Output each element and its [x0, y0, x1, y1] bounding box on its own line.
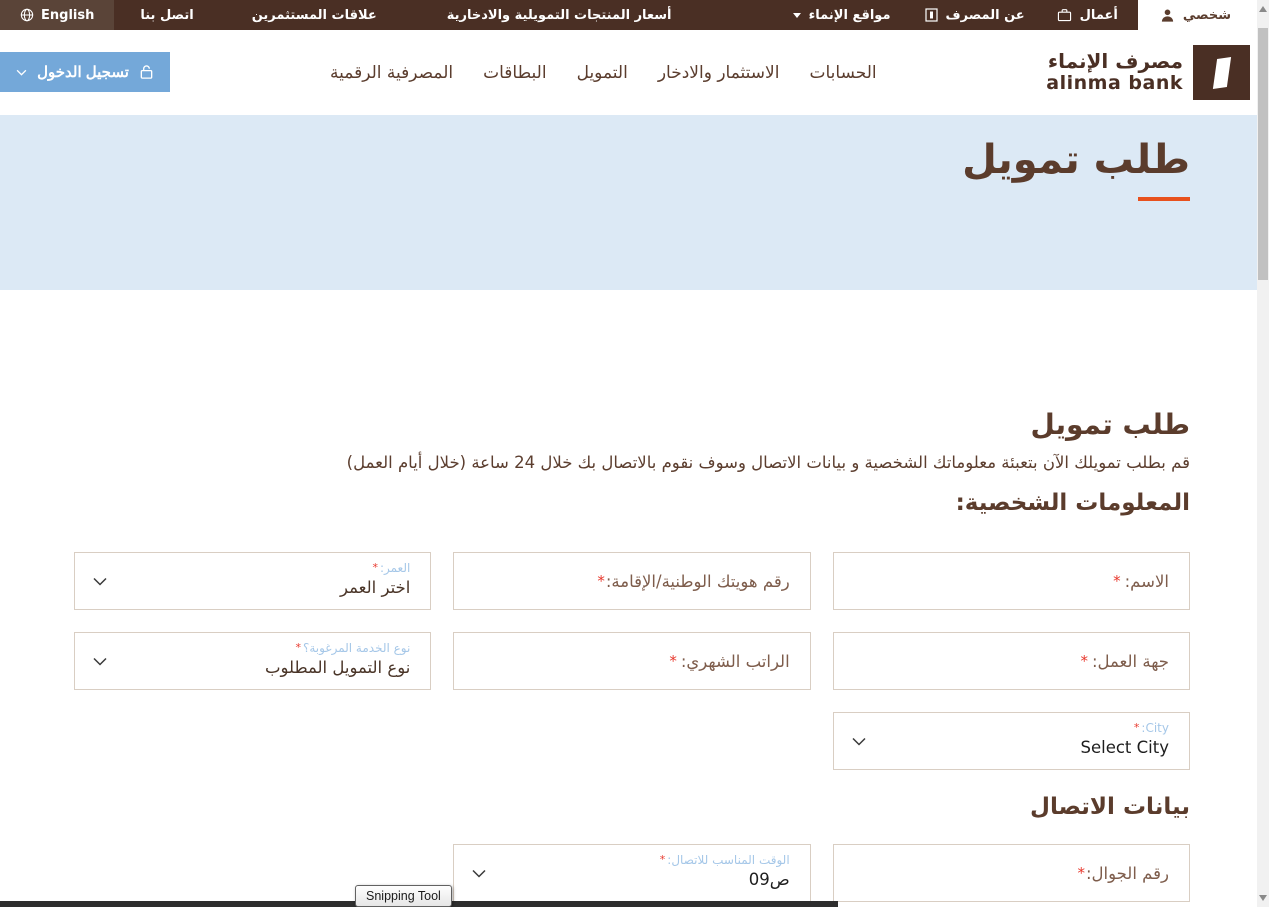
nav-item-digital-banking[interactable]: المصرفية الرقمية	[330, 62, 454, 83]
about-bank-label: عن المصرف	[945, 7, 1025, 23]
form-grid	[74, 552, 1190, 902]
logo-mark-icon	[1193, 45, 1250, 100]
form-description: قم بطلب تمويلك الآن بتعبئة معلوماتك الشخصية و بيانات الاتصال وسوف نقوم بالاتصال بك خلال 24 ساعة (خلال أيام العمل)	[346, 453, 1190, 472]
main-navigation	[0, 30, 1257, 115]
service-type-select[interactable]	[74, 632, 431, 690]
age-select-label: العمر: *	[372, 561, 411, 575]
logo-english-name: alinma bank	[1046, 72, 1183, 95]
globe-icon	[20, 8, 34, 22]
form-content	[0, 408, 1257, 902]
name-input[interactable]	[834, 553, 1189, 609]
name-placeholder: الاسم: *	[1113, 571, 1169, 591]
title-accent-underline	[1138, 197, 1190, 201]
service-type-value: نوع التمويل المطلوب	[264, 658, 411, 677]
city-select-value: Select City	[1080, 738, 1169, 757]
required-asterisk: *	[1080, 652, 1088, 670]
scrollbar-up-arrow-icon[interactable]	[1259, 6, 1267, 12]
chevron-down-icon	[852, 737, 866, 746]
national-id-placeholder: رقم هويتك الوطنية/الإقامة: *	[597, 571, 790, 591]
person-icon	[1160, 8, 1175, 23]
call-time-value: 09ص	[748, 870, 790, 889]
business-label: أعمال	[1079, 7, 1118, 23]
age-select[interactable]	[74, 552, 431, 610]
employer-input[interactable]	[834, 633, 1189, 689]
personal-label: شخصي	[1182, 7, 1231, 23]
scrollbar-down-arrow-icon[interactable]	[1259, 895, 1267, 901]
topbar-personal-active-tab[interactable]	[1138, 0, 1257, 30]
briefcase-icon	[1057, 8, 1072, 22]
nav-item-financing[interactable]: التمويل	[576, 62, 628, 83]
page-title: طلب تمويل	[962, 137, 1190, 183]
call-time-label: الوقت المناسب للاتصال: *	[659, 853, 790, 867]
employer-placeholder: جهة العمل: *	[1080, 651, 1169, 671]
salary-input[interactable]	[454, 633, 809, 689]
nav-menu	[330, 30, 877, 115]
language-label: English	[41, 7, 95, 23]
lock-icon	[139, 64, 154, 80]
required-asterisk: *	[295, 641, 301, 654]
mobile-placeholder: رقم الجوال: *	[1077, 863, 1169, 883]
call-time-select[interactable]	[453, 844, 810, 902]
salary-field	[453, 632, 810, 690]
topbar-investor-relations[interactable]: علاقات المستثمرين	[251, 7, 377, 23]
chevron-down-icon	[93, 577, 107, 586]
top-utility-bar	[0, 0, 1257, 30]
logo-text	[1046, 50, 1183, 95]
national-id-input[interactable]	[454, 553, 809, 609]
national-id-field	[453, 552, 810, 610]
browser-scrollbar[interactable]	[1257, 0, 1269, 907]
city-select[interactable]	[833, 712, 1190, 770]
topbar-contact-us[interactable]: اتصل بنا	[140, 7, 194, 23]
caret-down-icon	[793, 13, 801, 18]
section-personal-info: المعلومات الشخصية:	[955, 490, 1190, 516]
nav-item-investment-savings[interactable]: الاستثمار والادخار	[657, 62, 780, 83]
mobile-input[interactable]	[834, 845, 1189, 901]
alinma-bank-logo[interactable]	[1046, 45, 1250, 100]
topbar-business[interactable]	[1057, 8, 1118, 23]
required-asterisk: *	[1077, 864, 1085, 882]
section-contact-info: بيانات الاتصال	[1030, 794, 1190, 820]
chevron-down-icon	[16, 69, 27, 76]
scrollbar-thumb[interactable]	[1258, 28, 1268, 280]
nav-item-accounts[interactable]: الحسابات	[809, 62, 877, 83]
age-select-value: اختر العمر	[340, 578, 411, 597]
required-asterisk: *	[372, 561, 378, 574]
employer-field	[833, 632, 1190, 690]
mobile-field	[833, 844, 1190, 902]
form-title: طلب تمويل	[1030, 408, 1190, 441]
topbar-alinma-locations[interactable]	[793, 8, 891, 23]
logo-arabic-name: مصرف الإنماء	[1047, 49, 1183, 74]
required-asterisk: *	[1133, 721, 1140, 734]
required-asterisk: *	[1113, 572, 1121, 590]
login-button[interactable]	[0, 52, 170, 92]
hero-banner	[0, 115, 1257, 290]
language-switch[interactable]	[0, 0, 114, 30]
snipping-tool-tooltip: Snipping Tool	[355, 885, 452, 907]
required-asterisk: *	[597, 572, 605, 590]
city-select-label: City: *	[1133, 721, 1169, 735]
topbar-about-bank[interactable]	[925, 8, 1025, 23]
chevron-down-icon	[472, 869, 486, 878]
chevron-down-icon	[93, 657, 107, 666]
service-type-label: نوع الخدمة المرغوبة؟ *	[295, 641, 411, 655]
salary-placeholder: الراتب الشهري: *	[669, 651, 790, 671]
bank-logo-mini-icon	[925, 8, 938, 22]
login-label: تسجيل الدخول	[37, 64, 129, 81]
alinma-locations-label: مواقع الإنماء	[808, 7, 891, 23]
name-field	[833, 552, 1190, 610]
topbar-product-prices[interactable]: أسعار المنتجات التمويلية والادخارية	[446, 7, 672, 23]
nav-item-cards[interactable]: البطاقات	[483, 62, 547, 83]
required-asterisk: *	[659, 853, 666, 866]
required-asterisk: *	[669, 652, 677, 670]
